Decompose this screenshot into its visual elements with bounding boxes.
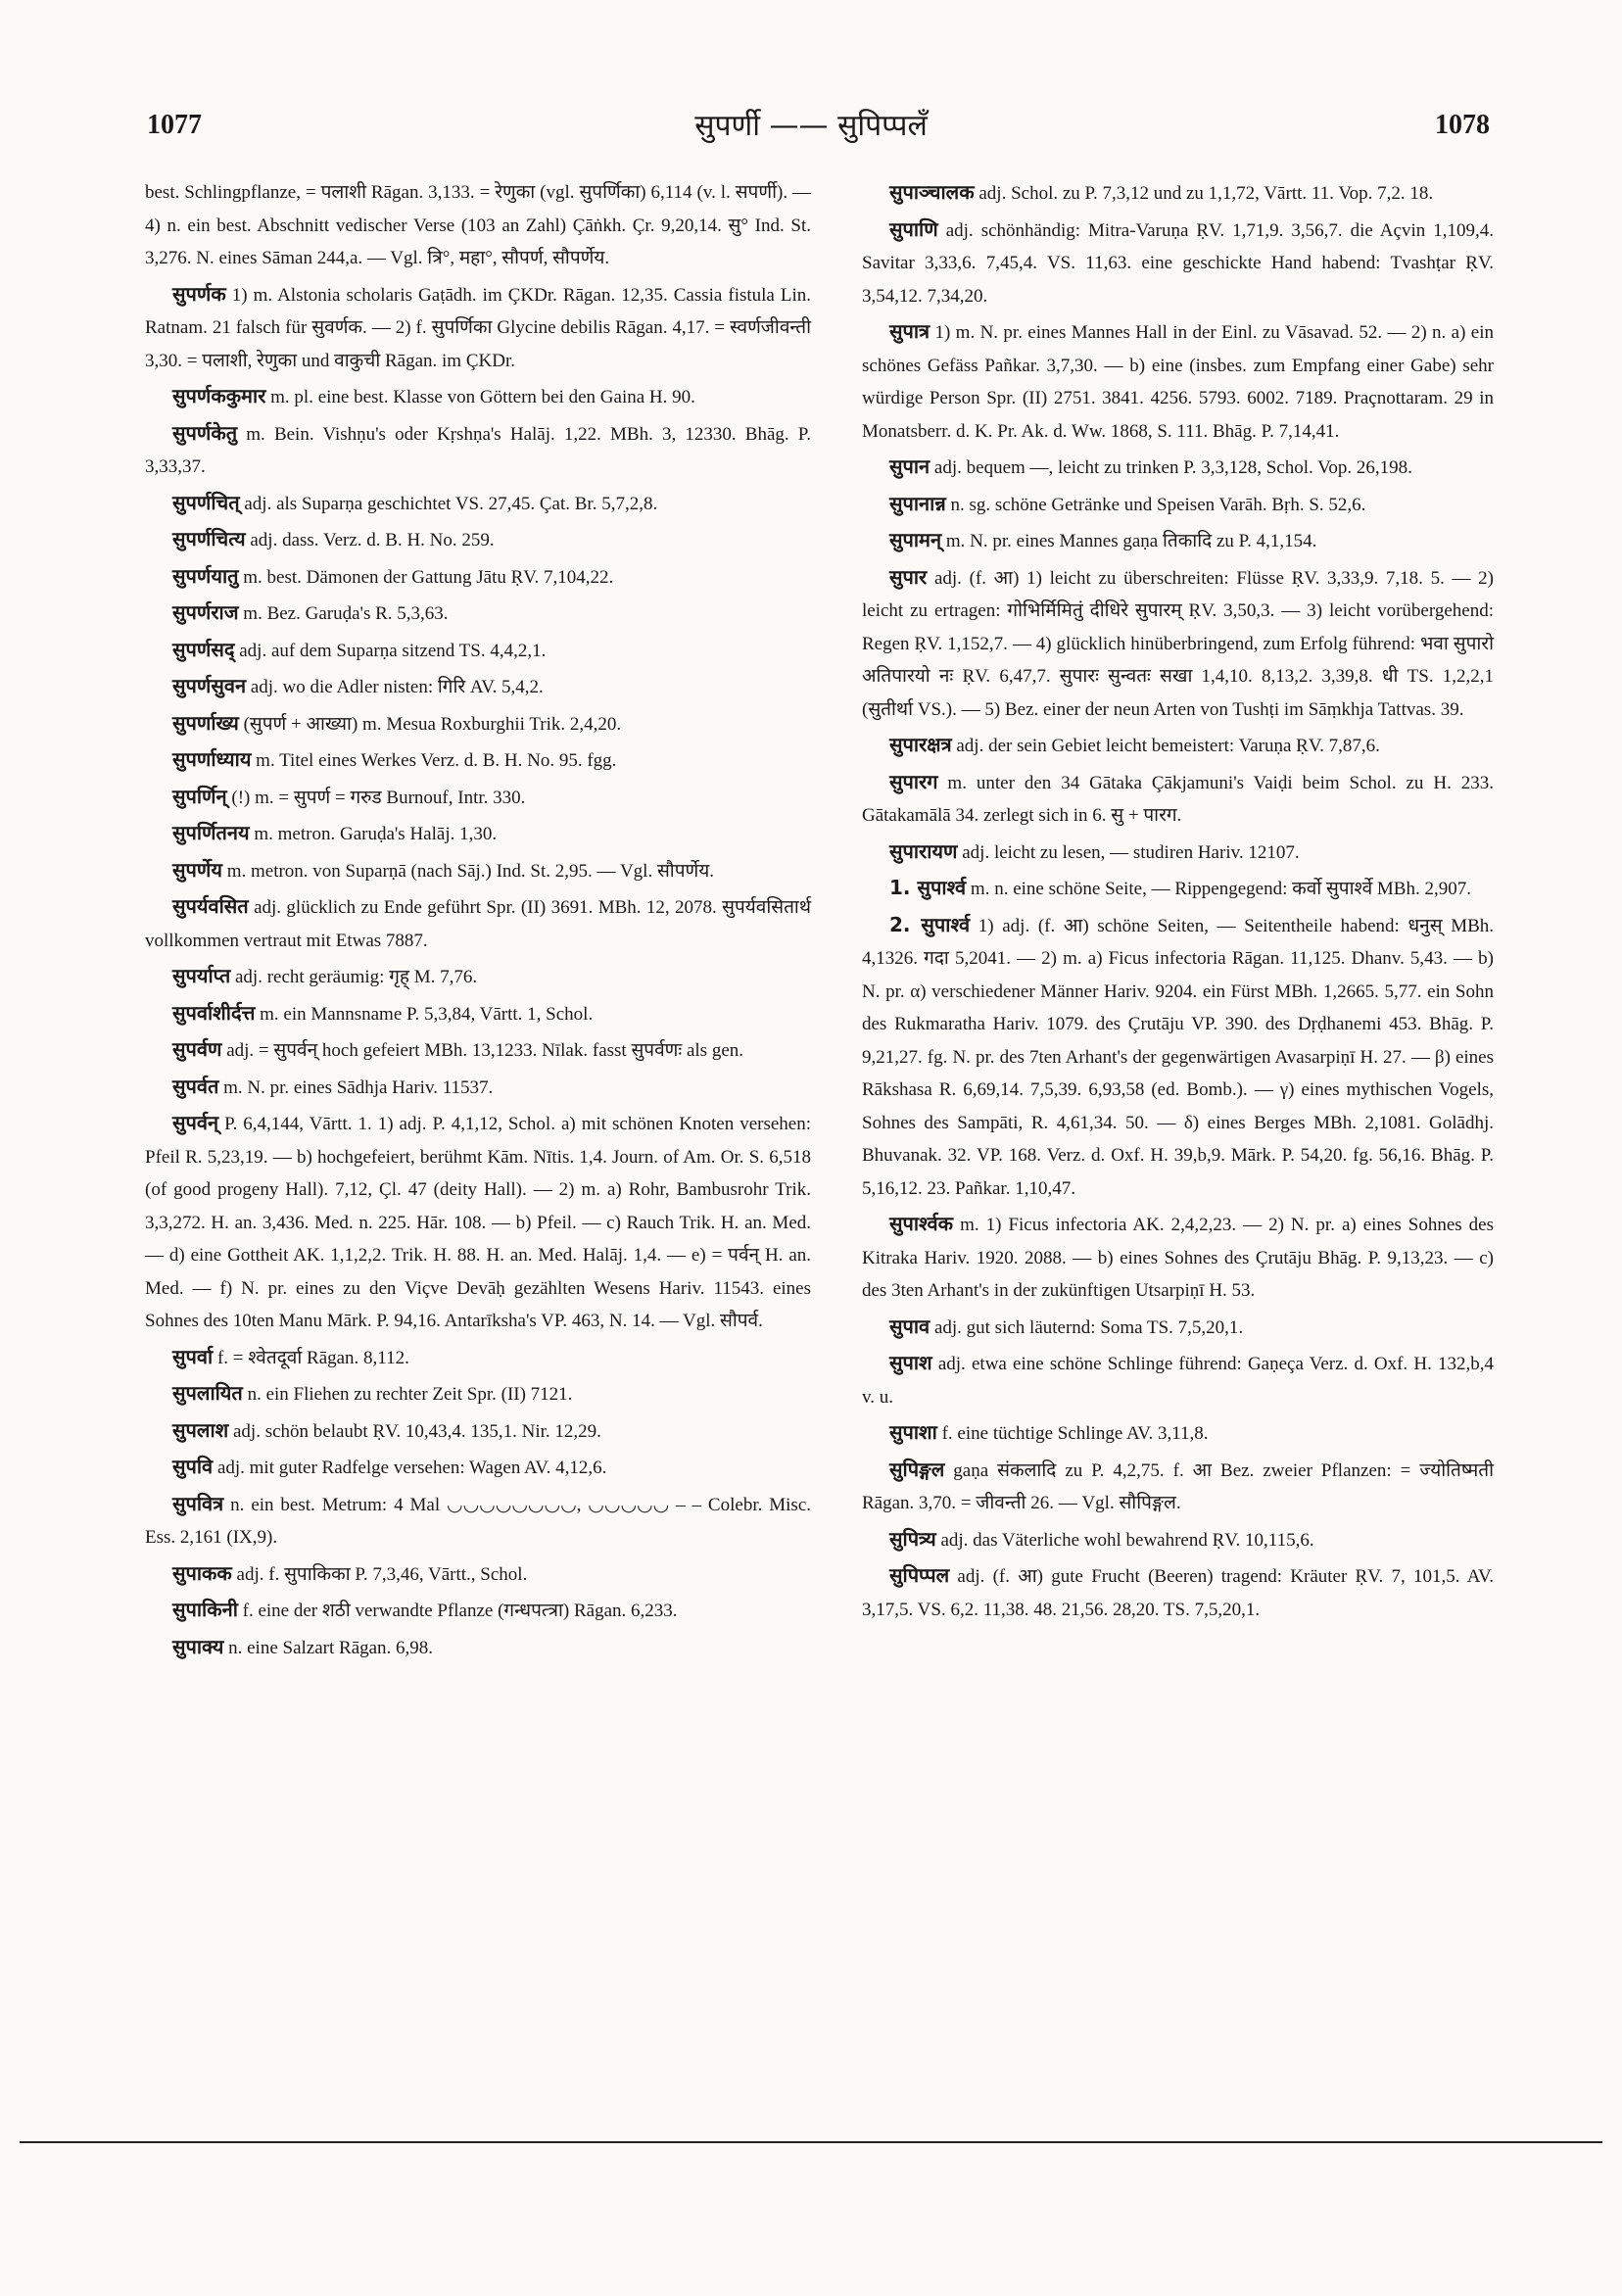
- headword: सुपवित्र: [172, 1491, 224, 1515]
- dictionary-entry: [145, 1341, 811, 1375]
- headword: सुपर्णयातु: [172, 563, 239, 588]
- entry-text: adj. das Väterliche wohl bewahrend ṚV. 10,115,6.: [940, 1529, 1314, 1551]
- entry-text: m. ein Mannsname P. 5,3,84, Vārtt. 1, Schol.: [260, 1003, 594, 1025]
- entry-text: adj. f. सुपाकिका P. 7,3,46, Vārtt., Schol.: [236, 1563, 528, 1585]
- entry-text: adj. = सुपर्वन् hoch gefeiert MBh. 13,1233. Nīlak. fasst सुपर्वणः als gen.: [226, 1040, 744, 1061]
- dictionary-entry: [862, 176, 1494, 211]
- dictionary-entry: [145, 997, 811, 1031]
- headword: सुपाकिनी: [172, 1598, 238, 1621]
- dictionary-entry: [145, 1557, 811, 1592]
- headword: सुपामन्: [889, 528, 942, 551]
- headword: सुपर्णसद्: [172, 637, 235, 661]
- dictionary-entry: [145, 670, 811, 704]
- dictionary-entry: [862, 561, 1494, 727]
- headword: सुपिप्पल: [889, 1563, 950, 1587]
- dictionary-entry: [145, 1033, 811, 1068]
- entry-text: adj. auf dem Suparṇa sitzend TS. 4,4,2,1.: [239, 640, 547, 661]
- dictionary-entry: [862, 214, 1494, 313]
- dictionary-entry: [145, 380, 811, 414]
- dictionary-entry: [145, 487, 811, 521]
- dictionary-entry: [145, 417, 811, 484]
- entry-text: (सुपर्ण + आख्या) m. Mesua Roxburghii Trik. 2,4,20.: [243, 713, 622, 735]
- entry-text: m. metron. Garuḍa's Halāj. 1,30.: [254, 824, 498, 844]
- entry-text: adj. Schol. zu P. 7,3,12 und zu 1,1,72, Vārtt. 11. Vop. 7,2. 18.: [978, 183, 1434, 204]
- entry-text: adj. mit guter Radfelge versehen: Wagen AV. 4,12,6.: [216, 1458, 607, 1478]
- entry-text: f. eine der शठी verwandte Pflanze (गन्धपत्त्रा) Rāgan. 6,233.: [242, 1601, 678, 1621]
- dictionary-entry: [145, 1377, 811, 1411]
- headword: सुपर्वन्: [172, 1111, 219, 1134]
- dictionary-entry: [145, 960, 811, 994]
- headword: सुपर्याप्त: [172, 964, 231, 987]
- headword: सुपर्णकेतु: [172, 420, 238, 445]
- headword: सुपर्वत: [172, 1074, 219, 1098]
- entry-text: m. N. pr. eines Mannes gaṇa तिकादि zu P. 4,1,154.: [945, 531, 1317, 551]
- dictionary-entry: [862, 1208, 1494, 1308]
- headword: सुपात्र: [889, 319, 930, 343]
- bottom-rule: [20, 2141, 1602, 2143]
- entry-text: adj. glücklich zu Ende geführt Spr. (II) 3691. MBh. 12, 2078. सुपर्यवसितार्थ vollkommen vertraut mit Etwas 7887.: [145, 897, 811, 951]
- entry-text: m. unter den 34 Gātaka Çākjamuni's Vaiḍi beim Schol. zu H. 233. Gātakamālā 34. zerlegt sich in 6. सु + पारग.: [862, 772, 1494, 826]
- dictionary-entry: [145, 743, 811, 778]
- dictionary-entry: [862, 524, 1494, 558]
- headword: सुपर्णचित्य: [172, 527, 246, 550]
- headword: सुपाक्य: [172, 1634, 224, 1658]
- headword: सुपर्वा: [172, 1344, 214, 1368]
- dictionary-entry: [862, 872, 1494, 906]
- headword: सुपाञ्चालक: [889, 180, 975, 204]
- headword: 2. सुपार्श्व: [889, 912, 971, 936]
- dictionary-entry: [862, 1347, 1494, 1413]
- dictionary-entry: [145, 1071, 811, 1105]
- dictionary-entry: [145, 523, 811, 557]
- left-column: [145, 176, 811, 1667]
- running-header: सुपर्णी —— सुपिप्पलँ: [694, 109, 928, 143]
- headword: सुपार: [889, 564, 928, 589]
- headword: सुपाकक: [172, 1560, 232, 1585]
- dictionary-entry: [145, 707, 811, 741]
- headword: सुपलाश: [172, 1417, 229, 1442]
- headword: सुपर्यवसित: [172, 894, 249, 918]
- entry-text: adj. etwa eine schöne Schlinge führend: Gaṇeça Verz. d. Oxf. H. 132,b,4 v. u.: [862, 1354, 1494, 1408]
- dictionary-entry: [862, 1559, 1494, 1626]
- entry-text: f. eine tüchtige Schlinge AV. 3,11,8.: [941, 1423, 1209, 1444]
- headword: सुपाश: [889, 1351, 932, 1374]
- page-number-left: 1077: [147, 110, 202, 140]
- entry-text: n. ein best. Metrum: 4 Mal ◡◡◡◡◡◡◡◡, ◡◡◡◡◡ – – Colebr. Misc. Ess. 2,161 (IX,9).: [145, 1494, 812, 1548]
- dictionary-entry: [862, 766, 1494, 833]
- entry-text: adj. schönhändig: Mitra-Varuṇa ṚV. 1,71,9. 3,56,7. die Açvin 1,109,4. Savitar 3,33,6. 7,45,4. VS. 11,63. eine geschickte Hand habend: Tvashṭar ṚV. 3,54,12. 7,34,20.: [862, 219, 1494, 307]
- entry-text: m. Titel eines Werkes Verz. d. B. H. No. 95. fgg.: [256, 750, 617, 771]
- dictionary-entry: [145, 1488, 811, 1555]
- headword: सुपर्णचित्: [172, 490, 240, 514]
- page-number-right: 1078: [1435, 110, 1490, 140]
- headword: सुपित्र्य: [889, 1526, 936, 1551]
- headword: सुपाणि: [889, 216, 938, 241]
- dictionary-entry: [145, 634, 811, 668]
- entry-text: 1) m. N. pr. eines Mannes Hall in der Einl. zu Vāsavad. 52. — 2) n. a) ein schönes Gefäss Pañkar. 3,7,30. — b) eine (insbes. zum Empfang einer Gabe) sehr würdige Person Spr. (II) 2751. 3841. 4256. 5793. 6002. 7189. Praçnottaram. 29 in Monatsberr. d. K. Pr. Ak. d. Ww. 1868, S. 111. Bhāg. P. 7,14,41.: [862, 322, 1494, 442]
- entry-text: adj. schön belaubt ṚV. 10,43,4. 135,1. Nir. 12,29.: [232, 1420, 601, 1442]
- headword: सुपवि: [172, 1455, 214, 1478]
- headword: सुपर्णक: [172, 281, 226, 306]
- entry-text: n. eine Salzart Rāgan. 6,98.: [228, 1637, 434, 1658]
- entry-text: f. = श्वेतदूर्वा Rāgan. 8,112.: [216, 1347, 409, 1368]
- entry-text: m. N. pr. eines Sādhja Hariv. 11537.: [223, 1076, 494, 1098]
- entry-text: m. n. eine schöne Seite, — Rippengegend: कर्वो सुपार्श्वे MBh. 2,907.: [970, 879, 1471, 899]
- dictionary-entry: [862, 451, 1494, 485]
- entry-text: adj. leicht zu lesen, — studiren Hariv. 12107.: [962, 841, 1300, 863]
- entry-text: n. sg. schöne Getränke und Speisen Varāh. Bṛh. S. 52,6.: [950, 494, 1366, 515]
- dictionary-entry: [862, 909, 1494, 1206]
- dictionary-entry: [145, 890, 811, 957]
- headword: सुपिङ्गल: [889, 1457, 945, 1481]
- headword: सुपानान्न: [889, 491, 946, 515]
- dictionary-entry: [862, 729, 1494, 763]
- dictionary-entry: [145, 176, 811, 275]
- entry-text: 1) m. Alstonia scholaris Gaṭādh. im ÇKDr. Rāgan. 12,35. Cassia fistula Lin. Ratnam. 21 falsch für सुवर्णक. — 2) f. सुपर्णिका Glycine debilis Rāgan. 4,17. = स्वर्णजीवन्ती 3,30. = पलाशी, रेणुका und वाकुची Rāgan. im ÇKDr.: [145, 284, 812, 371]
- dictionary-entry: [145, 1107, 811, 1338]
- headword: सुपान: [889, 454, 930, 478]
- dictionary-entry: [145, 597, 811, 631]
- dictionary-entry: [145, 1414, 811, 1449]
- dictionary-entry: [145, 278, 811, 378]
- entry-text: (!) m. = सुपर्ण = गरुड Burnouf, Intr. 330.: [231, 787, 526, 808]
- dictionary-entry: [862, 1416, 1494, 1451]
- headword: सुपर्णाख्य: [172, 710, 239, 735]
- dictionary-entry: [862, 488, 1494, 522]
- headword: सुपलायित: [172, 1381, 243, 1405]
- entry-text: adj. recht geräumig: गृह् M. 7,76.: [234, 967, 478, 987]
- entry-text: m. best. Dämonen der Gattung Jātu ṚV. 7,104,22.: [243, 566, 614, 588]
- headword: सुपारायण: [889, 838, 958, 863]
- entry-text: m. metron. von Suparṇā (nach Sāj.) Ind. St. 2,95. — Vgl. सौपर्णेय.: [226, 860, 715, 882]
- entry-text: adj. wo die Adler nisten: गिरि AV. 5,4,2.: [250, 677, 544, 697]
- entry-text: m. Bez. Garuḍa's R. 5,3,63.: [243, 603, 449, 624]
- dictionary-entry: [145, 781, 811, 815]
- entry-text: adj. bequem —, leicht zu trinken P. 3,3,128, Schol. Vop. 26,198.: [933, 457, 1412, 478]
- headword: सुपर्णिन्: [172, 784, 227, 808]
- headword: सुपर्णेय: [172, 857, 222, 882]
- headword: सुपर्णककुमार: [172, 384, 266, 407]
- dictionary-entry: [862, 1311, 1494, 1345]
- headword: सुपाशा: [889, 1420, 937, 1444]
- entry-text: m. 1) Ficus infectoria AK. 2,4,2,23. — 2) N. pr. a) eines Sohnes des Kitraka Hariv. 1920. 2088. — b) eines Sohnes des Çrutāju Bhāg. P. 9,13,23. — c) des 3ten Arhant's in der zukünftigen Utsarpiṇī H. 53.: [862, 1215, 1495, 1301]
- entry-text: adj. als Suparṇa geschichtet VS. 27,45. Çat. Br. 5,7,2,8.: [244, 493, 658, 514]
- entry-text: P. 6,4,144, Vārtt. 1. 1) adj. P. 4,1,12, Schol. a) mit schönen Knoten versehen: Pfeil R. 5,23,19. — b) hochgefeiert, berühmt Kām. Nītis. 1,4. Journ. of Am. Or. S. 6,518 (of good progeny Hall). 7,12, Çl. 47 (deity Hall). — 2) m. a) Rohr, Bambusrohr Trik. 3,3,272. H. an. 3,436. Med. n. 225. Hār. 108. — b) Pfeil. — c) Rauch Trik. H. an. Med. — d) eine Gottheit AK. 1,1,2,2. Trik. H. 88. H. an. Med. Halāj. 1,4. — e) = पर्वन् H. an. Med. — f) N. pr. eines zu den Viçve Devāḥ gezählten Wesens Hariv. 11543. eines Sohnes des 10ten Manu Mārk. P. 94,16. Antarīksha's VP. 463, N. 14. — Vgl. सौपर्व.: [145, 1114, 812, 1331]
- headword: सुपर्णितनय: [172, 821, 250, 844]
- entry-text: 1) adj. (f. आ) schöne Seiten, — Seitentheile habend: धनुस् MBh. 4,1326. गदा 5,2041. — 2) m. a) Ficus infectoria Rāgan. 11,125. Dhanv. 5,43. — b) N. pr. α) verschiedener Männer Hariv. 9204. ein Fürst MBh. 1,2665. 5,77. ein Sohn des Rukmaratha Hariv. 1079. des Çrutāju VP. 390. des Dṛḍhanemi 453. Bhāg. P. 9,21,27. fg. N. pr. des 7ten Arhant's der gegenwärtigen Avasarpiṇī H. 27. — β) eines Rākshasa R. 6,69,14. 7,5,39. 6,93,58 (ed. Bomb.). — γ) eines mythischen Vogels, Sohnes des Sampāti, R. 4,61,34. 50. — δ) eines Berges MBh. 2,1081. Golādhj. Bhuvanak. 32. VP. 168. Verz. d. Oxf. H. 39,b,9. Mārk. P. 54,20. fg. 56,16. Bhāg. P. 5,16,12. 23. Pañkar. 1,10,47.: [862, 915, 1495, 1199]
- dictionary-entry: [145, 1631, 811, 1665]
- headword: सुपारग: [889, 769, 938, 793]
- headword: 1. सुपार्श्व: [889, 876, 967, 899]
- dictionary-entry: [145, 560, 811, 595]
- entry-text: m. pl. eine best. Klasse von Göttern bei den Gaina H. 90.: [270, 387, 695, 407]
- headword: सुपर्वाशीर्दत्त: [172, 1000, 256, 1025]
- headword: सुपार्श्वक: [889, 1212, 954, 1235]
- entry-text: adj. (f. आ) gute Frucht (Beeren) tragend: Kräuter ṚV. 7, 101,5. AV. 3,17,5. VS. 6,2. 11,38. 48. 21,56. 28,20. TS. 7,5,20,1.: [862, 1566, 1494, 1620]
- entry-text: adj. der sein Gebiet leicht bemeistert: Varuṇa ṚV. 7,87,6.: [956, 736, 1380, 756]
- entry-text: best. Schlingpflanze, = पलाशी Rāgan. 3,133. = रेणुका (vgl. सुपर्णिका) 6,114 (v. l. सपर्णी). — 4) n. ein best. Abschnitt vedischer Verse (103 an Zahl) Çāṅkh. Çr. 9,20,14. सु° Ind. St. 3,276. N. eines Sāman 244,a. — Vgl. त्रि°, महा°, सौपर्ण, सौपर्णेय.: [145, 182, 811, 268]
- headword: सुपर्णराज: [172, 600, 239, 624]
- entry-text: adj. gut sich läuternd: Soma TS. 7,5,20,1.: [933, 1316, 1244, 1338]
- entry-text: adj. (f. आ) 1) leicht zu überschreiten: Flüsse ṚV. 3,33,9. 7,18. 5. — 2) leicht zu ertragen: गोभिर्मिमितुं दीधिरे सुपारम् ṚV. 3,50,3. — 3) leicht vorübergehend: Regen ṚV. 1,152,7. — 4) glücklich hinüberbringend, zum Erfolg führend: भवा सुपारो अतिपारयो नः ṚV. 6,47,7. सुपारः सुन्वतः सखा 1,4,10. 8,13,2. 3,39,8. धी TS. 1,2,2,1 (सुतीर्था VS.). — 5) Bez. einer der neun Arten von Tushṭi im Sāṃkhja Tattvas. 39.: [862, 567, 1495, 720]
- dictionary-entry: [145, 1451, 811, 1485]
- dictionary-entry: [145, 854, 811, 888]
- entry-text: adj. dass. Verz. d. B. H. No. 259.: [250, 530, 495, 550]
- dictionary-entry: [862, 1454, 1494, 1520]
- right-column: [862, 176, 1494, 1629]
- entry-text: gaṇa संकलादि zu P. 4,2,75. f. आ Bez. zweier Pflanzen: = ज्योतिष्मती Rāgan. 3,70. = जीवन्ती 26. — Vgl. सौपिङ्गल.: [862, 1459, 1494, 1513]
- dictionary-entry: [145, 1594, 811, 1628]
- dictionary-entry: [862, 315, 1494, 448]
- headword: सुपर्णाध्याय: [172, 747, 252, 771]
- headword: सुपर्वण: [172, 1037, 222, 1061]
- dictionary-entry: [862, 836, 1494, 870]
- headword: सुपाव: [889, 1314, 930, 1338]
- headword: सुपारक्षत्र: [889, 733, 952, 756]
- entry-text: n. ein Fliehen zu rechter Zeit Spr. (II) 7121.: [247, 1384, 573, 1405]
- headword: सुपर्णसुवन: [172, 674, 247, 697]
- entry-text: m. Bein. Vishṇu's oder Kṛshṇa's Halāj. 1,22. MBh. 3, 12330. Bhāg. P. 3,33,37.: [145, 423, 812, 477]
- dictionary-entry: [145, 817, 811, 851]
- dictionary-entry: [862, 1523, 1494, 1557]
